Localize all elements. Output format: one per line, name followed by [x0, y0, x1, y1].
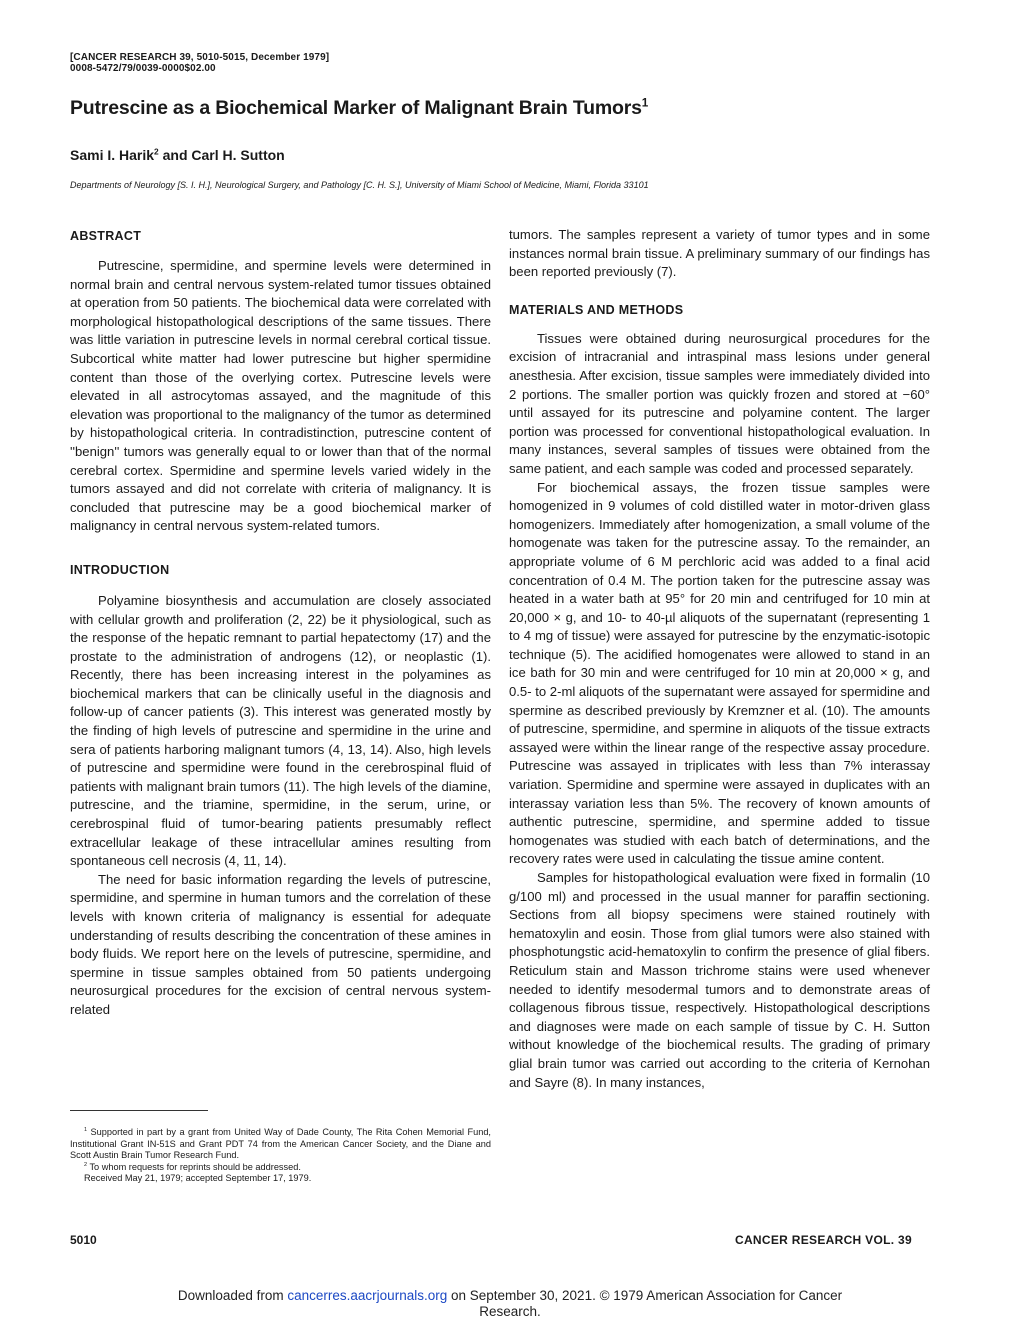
download-link[interactable]: cancerres.aacrjournals.org [287, 1288, 448, 1303]
abstract-heading: ABSTRACT [70, 229, 142, 243]
affiliation: Departments of Neurology [S. I. H.], Neurological Surgery, and Pathology [C. H. S.], University of Miami School of Medicine, Miami, Florida 33101 [70, 180, 649, 190]
author-first: Sami I. Harik [70, 147, 155, 163]
citation-line: [CANCER RESEARCH 39, 5010-5015, December 1979] [70, 52, 330, 63]
methods-paragraph-2: For biochemical assays, the frozen tissue samples were homogenized in 9 volumes of cold distilled water in motor-driven glass homogenizers. Immediately after homogenization, a small volume of the homogenate was taken for the putrescine assay. To the remainder, an appropriate volume of 6 M perchloric acid was added to a final acid concentration of 0.4 M. The portion taken for the putrescine assay was heated in a water bath at 95° for 20 min and centrifuged for 10 min at 20,000 × g, and 10- to 40-µl aliquots of the supernatant (representing 1 to 4 mg of tissue) were assayed for putrescine by the enzymatic-isotopic technique (5). The acidified homogenates were allowed to stand in an ice bath for 30 min and were centrifuged for 10 min at 20,000 × g, and 0.5- to 2-ml aliquots of the supernatant were assayed for spermidine and spermine as described previously by Kremzner et al. (10). The amounts of putrescine, spermidine, and spermine in aliquots of the tissue extracts assayed were within the linear range of the respective assay procedure. Putrescine was assayed in triplicates with less than 7% interassay variation. Spermidine and spermine were assayed in duplicates with an interassay variation less than 5%. The recovery of known amounts of authentic putrescine, spermidine, and spermine added to tissue homogenates was studied with each batch of determinations, and the recovery rates were used in calculating the tissue amine content. [509, 479, 930, 867]
download-notice [0, 1288, 1020, 1320]
download-line-1 [0, 1288, 1020, 1304]
abstract-text: Putrescine, spermidine, and spermine levels were determined in normal brain and central nervous system-related tumor tissues obtained at operation from 50 patients. The biochemical data were correlated with morphological histopathological descriptions of the same tissues. There was little variation in putrescine levels in normal cerebral cortical tissue. Subcortical white matter had lower putrescine but higher spermidine content than those of the overlying cortex. Putrescine levels were elevated in all astrocytomas assayed, and the magnitude of this elevation was proportional to the malignancy of the tumor as determined by histopathological criteria. In contradistinction, putrescine content of ''benign'' tumors was generally equal to or lower than that of the normal cerebral cortex. Spermidine and spermine levels varied widely in the tumors assayed and did not correlate with criteria of malignancy. It is concluded that putrescine may be a good biochemical marker of malignancy in central nervous system-related tumors. [70, 258, 491, 534]
authors [70, 147, 285, 163]
footnote-1-mark: 1 [84, 1126, 88, 1133]
methods-heading: MATERIALS AND METHODS [509, 302, 684, 317]
title-footnote-mark: 1 [641, 96, 649, 110]
footnote-2-mark: 2 [84, 1161, 88, 1168]
left-column [70, 228, 491, 1020]
introduction-paragraph-2: The need for basic information regarding the levels of putrescine, spermidine, and spermine in human tumors and the correlation of these levels with known criteria of malignancy is essential for adequate understanding of results describing the concentration of these amines in body fluids. We report here on the levels of putrescine, spermidine, and spermine in tissue samples obtained from 50 patients undergoing neurosurgical procedures for the excision of central nervous system-related [70, 871, 491, 1017]
page-number: 5010 [70, 1233, 97, 1247]
introduction-heading: INTRODUCTION [70, 562, 170, 577]
introduction-paragraph-1: Polyamine biosynthesis and accumulation are closely associated with cellular growth and proliferation (2, 22) be it physiological, such as the response of the hepatic remnant to partial hepatectomy (17) and the prostate to the administration of androgens (12), or neoplastic (1). Recently, there has been increasing interest in the polyamines as biochemical markers that can be clinically useful in the diagnosis and follow-up of cancer patients (3). This interest was generated mostly by the finding of high levels of putrescine and spermidine in the urine and sera of patients harboring malignant tumors (4, 13, 14). Also, high levels of putrescine and spermidine were found in the cerebrospinal fluid of patients with malignant brain tumors (11). The high levels of the diamine, putrescine, and the triamine, spermidine, in the serum, urine, or cerebrospinal fluid of tumor-bearing patients presumably reflect extracellular leakage of these intracellular amines resulting from spontaneous cell necrosis (4, 11, 14). [70, 592, 491, 869]
footnote-divider [70, 1110, 208, 1111]
right-column [509, 226, 930, 1092]
author-second: and Carl H. Sutton [158, 147, 285, 163]
footnotes [70, 1127, 491, 1185]
received-dates: Received May 21, 1979; accepted September 17, 1979. [84, 1173, 312, 1184]
download-suffix: on September 30, 2021. © 1979 American Association for Cancer [447, 1288, 843, 1303]
footnote-2-text: To whom requests for reprints should be addressed. [89, 1161, 301, 1172]
footnote-2 [70, 1162, 491, 1174]
footnote-1-text: Supported in part by a grant from United Way of Dade County, The Rita Cohen Memorial Fund, Institutional Grant IN-51S and Grant PDT 74 from the American Cancer Society, and the Diane and Scott Austin Brain Tumor Research Fund. [70, 1127, 491, 1161]
author-footnote-mark: 2 [154, 146, 159, 157]
journal-volume: CANCER RESEARCH VOL. 39 [735, 1233, 912, 1247]
methods-paragraph-1: Tissues were obtained during neurosurgical procedures for the excision of intracranial and intraspinal mass lesions under general anesthesia. After excision, tissue samples were immediately divided into 2 portions. The smaller portion was quickly frozen and stored at −60° until assayed for its putrescine and polyamine content. The larger portion was processed for conventional histopathological evaluation. In many instances, several samples of tissues were obtained from the same patient, and each sample was coded and processed separately. [509, 330, 930, 476]
article-title [70, 97, 648, 120]
article-title-text: Putrescine as a Biochemical Marker of Malignant Brain Tumors [70, 97, 642, 119]
issn-line: 0008-5472/79/0039-0000$02.00 [70, 63, 216, 74]
footnote-1 [70, 1127, 491, 1162]
methods-paragraph-3: Samples for histopathological evaluation were fixed in formalin (10 g/100 ml) and processed in the usual manner for paraffin sectioning. Sections from all biopsy specimens were stained routinely with hematoxylin and eosin. Those from glial tumors were also stained with phosphotungstic acid-hematoxylin to confirm the presence of glial fibers. Reticulum stain and Masson trichrome stains were used whenever needed to identify mesodermal tumors and to demonstrate areas of collagenous fibrous tissue, respectively. Histopathological descriptions and diagnoses were made on each sample of tissue by C. H. Sutton without knowledge of the biochemical results. The grading of primary glial brain tumor was carried out according to the criteria of Kernohan and Sayre (8). In many instances, [509, 870, 930, 1090]
download-prefix: Downloaded from [177, 1288, 288, 1303]
introduction-paragraph-2-continued: tumors. The samples represent a variety of tumor types and in some instances normal brain tissue. A preliminary summary of our findings has been reported previously (7). [509, 227, 930, 280]
download-line-2: Research. [479, 1304, 541, 1319]
